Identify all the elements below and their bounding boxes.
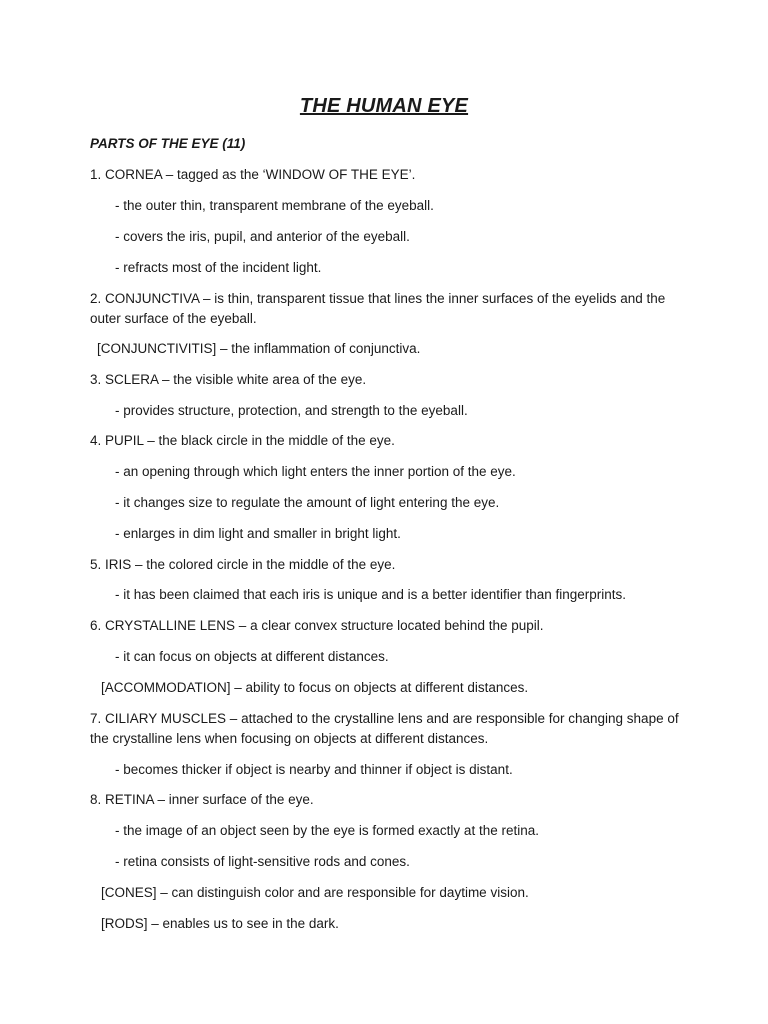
pupil-detail-2: - it changes size to regulate the amount of light entering the eye. — [115, 495, 500, 510]
item-iris: 5. IRIS – the colored circle in the middle of the eye. — [90, 557, 396, 572]
cornea-detail-1: - the outer thin, transparent membrane of the eyeball. — [115, 198, 434, 213]
note-rods: [RODS] – enables us to see in the dark. — [101, 916, 339, 931]
retina-detail-2: - retina consists of light-sensitive rods and cones. — [115, 854, 410, 869]
pupil-detail-1: - an opening through which light enters the inner portion of the eye. — [115, 464, 516, 479]
cornea-detail-2: - covers the iris, pupil, and anterior of the eyeball. — [115, 229, 410, 244]
item-sclera: 3. SCLERA – the visible white area of the eye. — [90, 372, 367, 387]
lens-detail-1: - it can focus on objects at different distances. — [115, 649, 389, 664]
item-crystalline-lens: 6. CRYSTALLINE LENS – a clear convex structure located behind the pupil. — [90, 618, 544, 633]
item-ciliary-muscles: 7. CILIARY MUSCLES – attached to the crystalline lens and are responsible for changing shape of the crystalline lens when focusing on objects at different distances. — [90, 711, 679, 746]
item-conjunctiva: 2. CONJUNCTIVA – is thin, transparent tissue that lines the inner surfaces of the eyelids and the outer surface of the eyeball. — [90, 291, 666, 326]
sclera-detail-1: - provides structure, protection, and strength to the eyeball. — [115, 403, 468, 418]
note-cones: [CONES] – can distinguish color and are responsible for daytime vision. — [101, 885, 529, 900]
iris-detail-1: - it has been claimed that each iris is unique and is a better identifier than fingerprints. — [115, 587, 627, 602]
item-retina: 8. RETINA – inner surface of the eye. — [90, 792, 314, 807]
note-conjunctivitis: [CONJUNCTIVITIS] – the inflammation of conjunctiva. — [97, 341, 421, 356]
note-accommodation: [ACCOMMODATION] – ability to focus on objects at different distances. — [101, 680, 529, 695]
retina-detail-1: - the image of an object seen by the eye is formed exactly at the retina. — [115, 823, 539, 838]
pupil-detail-3: - enlarges in dim light and smaller in bright light. — [115, 526, 401, 541]
item-cornea: 1. CORNEA – tagged as the ‘WINDOW OF THE EYE’. — [90, 167, 416, 182]
item-pupil: 4. PUPIL – the black circle in the middle of the eye. — [90, 433, 395, 448]
cornea-detail-3: - refracts most of the incident light. — [115, 260, 322, 275]
document-title: THE HUMAN EYE — [299, 95, 469, 117]
section-subtitle: PARTS OF THE EYE (11) — [90, 136, 246, 151]
ciliary-detail-1: - becomes thicker if object is nearby and thinner if object is distant. — [115, 762, 513, 777]
